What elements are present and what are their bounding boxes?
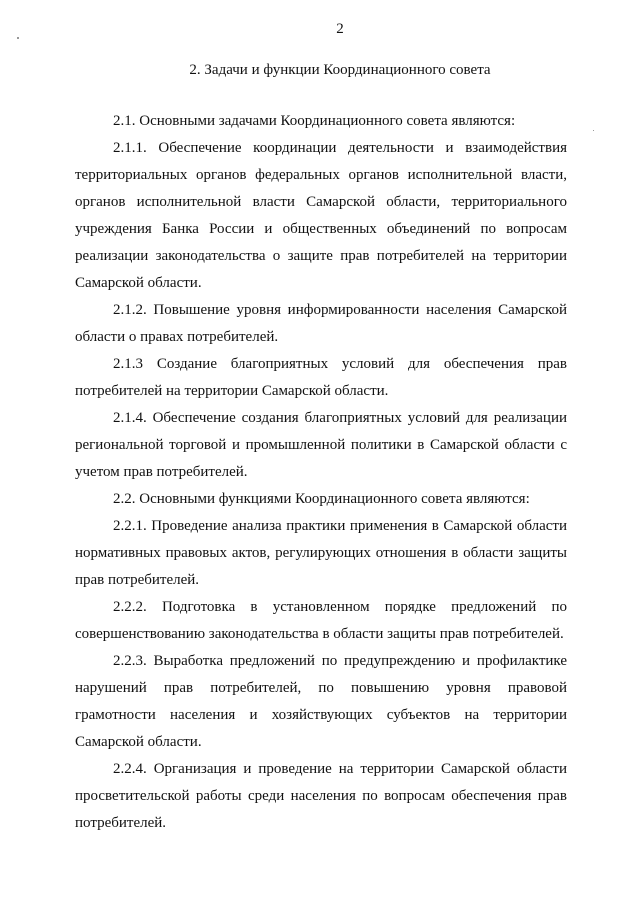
paragraph-2-1: 2.1. Основными задачами Координационного совета являются: bbox=[113, 113, 516, 129]
paragraph-2-2-1: 2.2.1. Проведение анализа практики применения в Самарской области нормативных правовых актов, регулирующих отношения в области защиты прав потребителей. bbox=[75, 518, 567, 588]
paragraph-2-2: 2.2. Основными функциями Координационного совета являются: bbox=[113, 491, 530, 507]
scan-speck bbox=[593, 130, 594, 131]
document-body bbox=[75, 108, 567, 837]
paragraph-2-1-2: 2.1.2. Повышение уровня информированности населения Самарской области о правах потребителей. bbox=[75, 302, 567, 345]
paragraph-2-1-4: 2.1.4. Обеспечение создания благоприятных условий для реализации региональной торговой и промышленной политики в Самарской области с учетом прав потребителей. bbox=[75, 410, 567, 480]
paragraph-2-1-3: 2.1.3 Создание благоприятных условий для обеспечения прав потребителей на территории Самарской области. bbox=[75, 356, 567, 399]
paragraph-2-2-3: 2.2.3. Выработка предложений по предупреждению и профилактике нарушений прав потребителей, по повышению уровня правовой грамотности населения и хозяйствующих субъектов на территории Самарской области. bbox=[75, 653, 567, 750]
paragraph-2-1-1: 2.1.1. Обеспечение координации деятельности и взаимодействия территориальных органов федеральных органов исполнительной власти, органов исполнительной власти Самарской области, территориального учреждения Банка России и общественных объединений по вопросам реализации законодательства о защите прав потребителей на территории Самарской области. bbox=[75, 140, 567, 291]
page-number: 2 bbox=[336, 21, 344, 37]
paragraph-2-2-4: 2.2.4. Организация и проведение на территории Самарской области просветительской работы среди населения по вопросам обеспечения прав потребителей. bbox=[75, 761, 567, 831]
paragraph-2-2-2: 2.2.2. Подготовка в установленном порядке предложений по совершенствованию законодательства в области защиты прав потребителей. bbox=[75, 599, 567, 642]
section-title: 2. Задачи и функции Координационного совета bbox=[189, 62, 491, 78]
